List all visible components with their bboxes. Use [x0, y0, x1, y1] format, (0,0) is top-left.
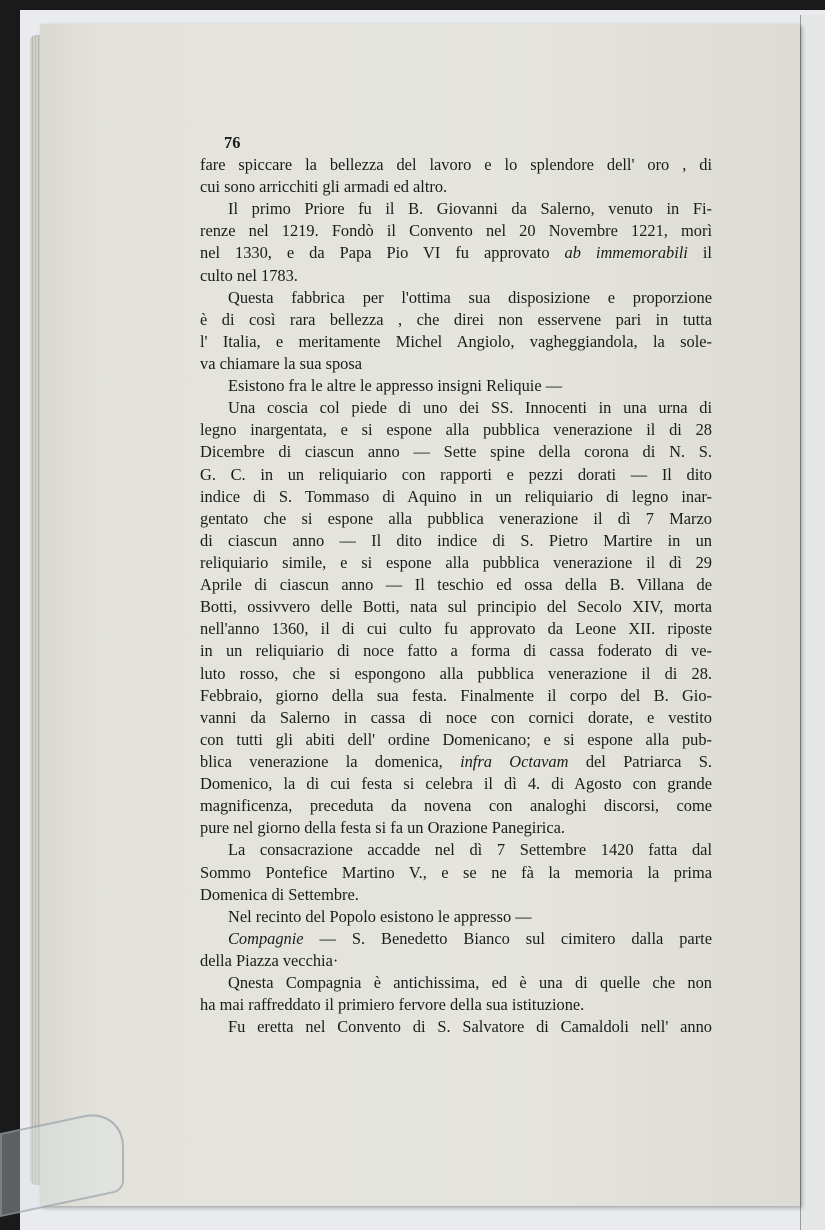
text-line: Esistono fra le altre le appresso insigni Reliquie —: [228, 376, 563, 396]
text-line: culto nel 1783.: [200, 265, 298, 285]
text-line: Domenica di Settembre.: [200, 884, 359, 904]
paragraph: [200, 928, 712, 972]
text-line: renze nel 1219. Fondò il Convento nel 20 Novembre 1221, morì: [200, 221, 712, 241]
text-line: magnificenza, preceduta da novena con analoghi discorsi, come: [200, 796, 712, 816]
paragraph: [200, 198, 712, 286]
text-line: legno inargentata, e si espone alla pubblica venerazione il di 28: [200, 420, 712, 440]
text-line: vanni da Salerno in cassa di noce con cornici dorate, e vestito: [200, 707, 712, 727]
paragraph: [200, 972, 712, 1016]
paragraph: [200, 839, 712, 905]
text-line: nell'anno 1360, il di cui culto fu approvato da Leone XII. riposte: [200, 619, 712, 639]
paragraph: [200, 906, 712, 928]
text-segment: — S. Benedetto Bianco sul cimitero dalla parte: [303, 928, 712, 948]
text-segment: nel 1330, e da Papa Pio VI fu approvato: [200, 243, 565, 263]
page-number: 76: [224, 133, 241, 152]
paragraph: [200, 287, 712, 375]
text-line: Botti, ossivvero delle Botti, nata sul principio del Secolo XIV, morta: [200, 597, 712, 617]
text-line: reliquiario simile, e si espone alla pubblica venerazione il dì 29: [200, 552, 712, 572]
text-line: [200, 928, 712, 950]
italic-text: infra Octavam: [460, 751, 569, 771]
text-line: La consacrazione accadde nel dì 7 Settembre 1420 fatta dal: [228, 840, 712, 860]
italic-text: ab immemorabili: [564, 243, 688, 263]
text-line: fare spiccare la bellezza del lavoro e lo splendore dell' oro , di: [200, 155, 712, 174]
text-line: cui sono arricchiti gli armadi ed altro.: [200, 177, 448, 197]
text-line: [200, 751, 712, 773]
text-line: Febbraio, giorno della sua festa. Finalmente il corpo del B. Gio-: [200, 685, 712, 705]
paragraph: [200, 375, 712, 397]
text-line: luto rosso, che si espongono alla pubblica venerazione il di 28.: [200, 663, 712, 683]
right-paper-edge: [800, 15, 825, 1230]
text-line: con tutti gli abiti dell' ordine Domenicano; e si espone alla pub-: [200, 729, 712, 749]
text-segment: il: [687, 243, 712, 263]
text-line: Domenico, la di cui festa si celebra il dì 4. di Agosto con grande: [200, 774, 712, 794]
page-text: [200, 133, 712, 1038]
text-line: è di così rara bellezza , che direi non esservene pari in tutta: [200, 309, 712, 329]
text-line: Questa fabbrica per l'ottima sua disposizione e proporzione: [228, 287, 712, 307]
paragraph: [200, 397, 712, 839]
text-segment: del Patriarca S.: [568, 751, 712, 771]
text-line: Dicembre di ciascun anno — Sette spine della corona di N. S.: [200, 442, 712, 462]
text-line: Fu eretta nel Convento di S. Salvatore di Camaldoli nell' anno: [228, 1017, 712, 1037]
text-line: gentato che si espone alla pubblica venerazione il dì 7 Marzo: [200, 508, 712, 528]
text-segment: blica venerazione la domenica,: [200, 751, 461, 771]
text-line: Il primo Priore fu il B. Giovanni da Salerno, venuto in Fi-: [228, 199, 712, 219]
paragraph: [200, 1016, 712, 1038]
italic-text: Compagnie: [228, 928, 304, 948]
paragraph: [200, 154, 712, 198]
text-line: Nel recinto del Popolo esistono le appresso —: [228, 906, 532, 926]
text-line: Aprile di ciascun anno — Il teschio ed ossa della B. Villana de: [200, 575, 712, 595]
text-line: indice di S. Tommaso di Aquino in un reliquiario di legno inar-: [200, 486, 712, 506]
text-line: della Piazza vecchia·: [200, 950, 339, 970]
text-line: va chiamare la sua sposa: [200, 353, 363, 373]
text-line: pure nel giorno della festa si fa un Orazione Panegirica.: [200, 818, 566, 838]
text-line: G. C. in un reliquiario con rapporti e pezzi dorati — Il dito: [200, 464, 712, 484]
text-line: [200, 242, 712, 264]
text-line: Una coscia col piede di uno dei SS. Innocenti in una urna di: [228, 398, 712, 418]
text-line: di ciascun anno — Il dito indice di S. Pietro Martire in un: [200, 530, 712, 550]
text-line: l' Italia, e meritamente Michel Angiolo, vagheggiandola, la sole-: [200, 331, 712, 351]
text-line: Sommo Pontefice Martino V., e se ne fà la memoria la prima: [200, 862, 712, 882]
text-line: in un reliquiario di noce fatto a forma di cassa foderato di ve-: [200, 641, 712, 661]
text-line: ha mai raffreddato il primiero fervore della sua istituzione.: [200, 995, 585, 1015]
text-line: Qnesta Compagnia è antichissima, ed è una di quelle che non: [228, 973, 712, 993]
